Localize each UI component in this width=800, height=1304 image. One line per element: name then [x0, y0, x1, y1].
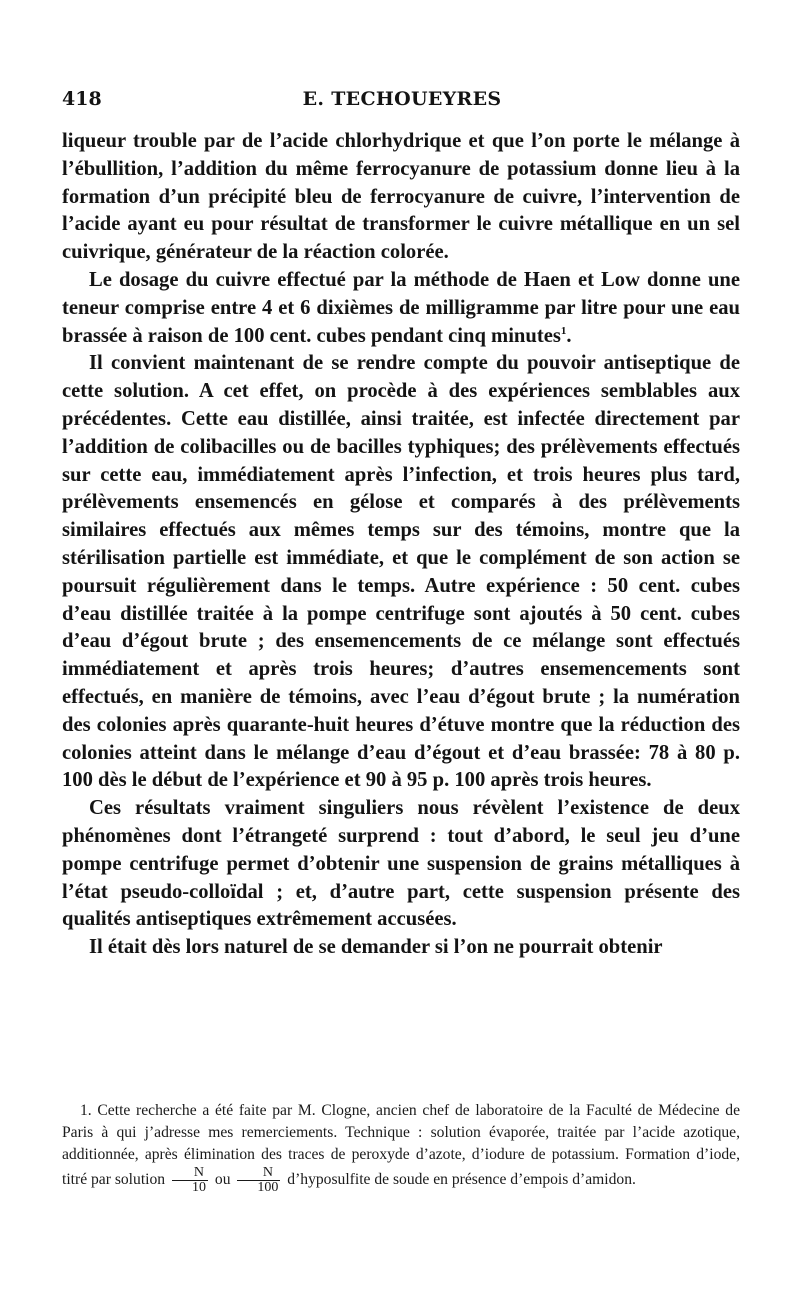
- paragraph-continuation: liqueur trouble par de l’acide chlorhydrique et que l’on porte le mélange à l’ébullition, l’addition du même ferrocyanure de potassium donne lieu à la formation d’un précipité bleu de ferrocyanure de cuivre, l’intervention de l’acide ayant eu pour résultat de transformer le cuivre métallique en un sel cuivrique, générateur de la réaction colorée.: [62, 130, 740, 264]
- fraction-n-10: $\frac{N}{10}$: [172, 1166, 208, 1195]
- body-text: [62, 128, 740, 962]
- paragraph-conclusion: Il était dès lors naturel de se demander si l’on ne pourrait obtenir: [89, 936, 663, 959]
- paragraph-results: Ces résultats vraiment singuliers nous révèlent l’existence de deux phénomènes dont l’étrangeté surprend : tout d’abord, le seul jeu d’une pompe centrifuge permet d’obtenir une suspension de grains métalliques à l’état pseudo-colloïdal ; et, d’autre part, cette suspension présente des qualités antiseptiques extrêmement accusées.: [62, 797, 740, 931]
- footnote-reference: 1: [560, 324, 567, 337]
- footnote-connector: ou: [214, 1171, 231, 1189]
- footnote-text: 1. Cette recherche a été faite par M. Clogne, ancien chef de laboratoire de la Faculté de Médecine de Paris à qui j’adresse mes remerciements. Technique : solution évaporée, traitée par l’acide azotique, additionnée, après élimination des traces de peroxyde d’azote, d’iodure de potassium. Formation d’iode, titré par solution: [62, 1102, 740, 1189]
- page-number: 418: [62, 88, 102, 110]
- paragraph-text: Le dosage du cuivre effectué par la méthode de Haen et Low donne une teneur comprise entre 4 et 6 dixièmes de milligramme par litre pour une eau brassée à raison de 100 cent. cubes pendant cinq minutes: [62, 268, 740, 347]
- footnote-text-end: d’hyposulfite de soude en présence d’empois d’amidon.: [287, 1171, 636, 1189]
- page-header: [62, 88, 742, 114]
- fraction-n-100: $\frac{N}{100}$: [237, 1166, 280, 1195]
- paragraph-antiseptic-power: Il convient maintenant de se rendre compte du pouvoir antiseptique de cette solution. A cet effet, on procède à des expériences semblables aux précédentes. Cette eau distillée, ainsi traitée, est infectée directement par l’addition de colibacilles ou de bacilles typhiques; des prélèvements effectués sur cette eau, immédiatement après l’infection, et trois heures plus tard, prélèvements ensemencés en gélose et comparés à des prélèvements similaires effectués aux mêmes temps sur des témoins, montre que la stérilisation partielle est immédiate, et que le complément de son action se poursuit régulièrement dans le temps. Autre expérience : 50 cent. cubes d’eau distillée traitée à la pompe centrifuge sont ajoutés à 50 cent. cubes d’eau d’égout brute ; des ensemencements de ce mélange sont effectués immédiatement et après trois heures; d’autres ensemencements sont effectués, en manière de témoins, avec l’eau d’égout brute ; la numération des colonies après quarante-huit heures d’étuve montre que la réduction des colonies atteint dans le mélange d’eau d’égout et d’eau brassée: 78 à 80 p. 100 dès le début de l’expérience et 90 à 95 p. 100 après trois heures.: [62, 352, 740, 792]
- paragraph-copper-dosage: [62, 267, 740, 350]
- running-title: E. TECHOUEYRES: [302, 88, 502, 110]
- footnote: [62, 1100, 740, 1195]
- paragraph-end: .: [566, 324, 572, 347]
